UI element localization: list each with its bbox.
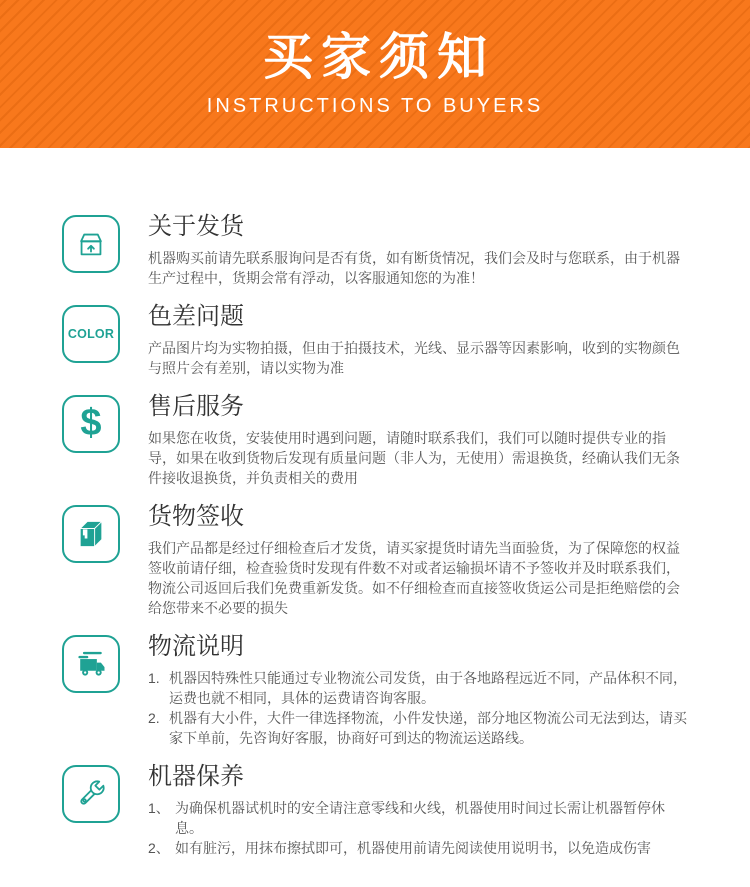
list-item-text: 机器有大小件，大件一律选择物流，小件发快递，部分地区物流公司无法到达，请买家下单前，先咨询好客服，协商好可到达的物流运送路线。 — [169, 710, 687, 746]
section-body: 机器购买前请先联系服询问是否有货，如有断货情况，我们会及时与您联系，由于机器生产过程中，货期会常有浮动，以客服通知您的为准！ — [148, 250, 680, 286]
package-icon — [62, 215, 120, 273]
list-marker: 2、 — [148, 840, 170, 856]
list-item — [148, 708, 692, 748]
truck-icon — [62, 635, 120, 693]
section-color-difference — [62, 302, 692, 378]
section-goods-receipt — [62, 502, 692, 618]
page-subtitle: INSTRUCTIONS TO BUYERS — [206, 95, 544, 117]
wrench-icon — [62, 765, 120, 823]
sections-list — [0, 148, 750, 858]
header-banner — [0, 0, 750, 148]
list-item-text: 如有脏污，用抹布擦拭即可，机器使用前请先阅读使用说明书，以免造成伤害 — [175, 840, 651, 856]
color-swatch-icon — [62, 305, 120, 363]
list-item — [148, 668, 692, 708]
list-item — [148, 798, 692, 838]
section-title: 机器保养 — [148, 763, 244, 790]
section-title: 关于发货 — [148, 213, 244, 240]
dollar-icon-label: $ — [80, 401, 102, 444]
section-after-sales — [62, 392, 692, 488]
section-title: 物流说明 — [148, 633, 244, 660]
list-marker: 1. — [148, 670, 160, 686]
page-title: 买家须知 — [263, 29, 495, 85]
color-icon-label: COLOR — [67, 327, 115, 341]
section-logistics — [62, 632, 692, 748]
section-maintenance — [62, 762, 692, 858]
list-item-text: 机器因特殊性只能通过专业物流公司发货，由于各地路程远近不同，产品体积不同，运费也就不相同，具体的运费请咨询客服。 — [169, 670, 687, 706]
list-marker: 1、 — [148, 800, 170, 816]
list-item-text: 为确保机器试机时的安全请注意零线和火线，机器使用时间过长需让机器暂停休息。 — [175, 800, 665, 836]
section-title: 售后服务 — [148, 393, 244, 420]
section-body: 我们产品都是经过仔细检查后才发货，请买家提货时请先当面验货，为了保障您的权益签收前请仔细，检查验货时发现有件数不对或者运输损坏请不予签收并及时联系我们，物流公司返回后我们免费重新发货。如不仔细检查而直接签收货运公司是拒绝赔偿的会给您带来不必要的损失 — [148, 540, 680, 616]
parcel-3d-icon — [62, 505, 120, 563]
section-body: 产品图片均为实物拍摄，但由于拍摄技术，光线、显示器等因素影响，收到的实物颜色与照片会有差别，请以实物为准 — [148, 340, 680, 376]
section-title: 货物签收 — [148, 503, 244, 530]
section-title: 色差问题 — [148, 303, 244, 330]
section-body: 如果您在收货，安装使用时遇到问题，请随时联系我们，我们可以随时提供专业的指导，如果在收到货物后发现有质量问题（非人为，无使用）需退换货，经确认我们无条件接收退换货，并负责相关的费用 — [148, 430, 680, 486]
list-item — [148, 838, 692, 858]
dollar-icon — [62, 395, 120, 453]
list-marker: 2. — [148, 710, 160, 726]
section-shipping — [62, 212, 692, 288]
